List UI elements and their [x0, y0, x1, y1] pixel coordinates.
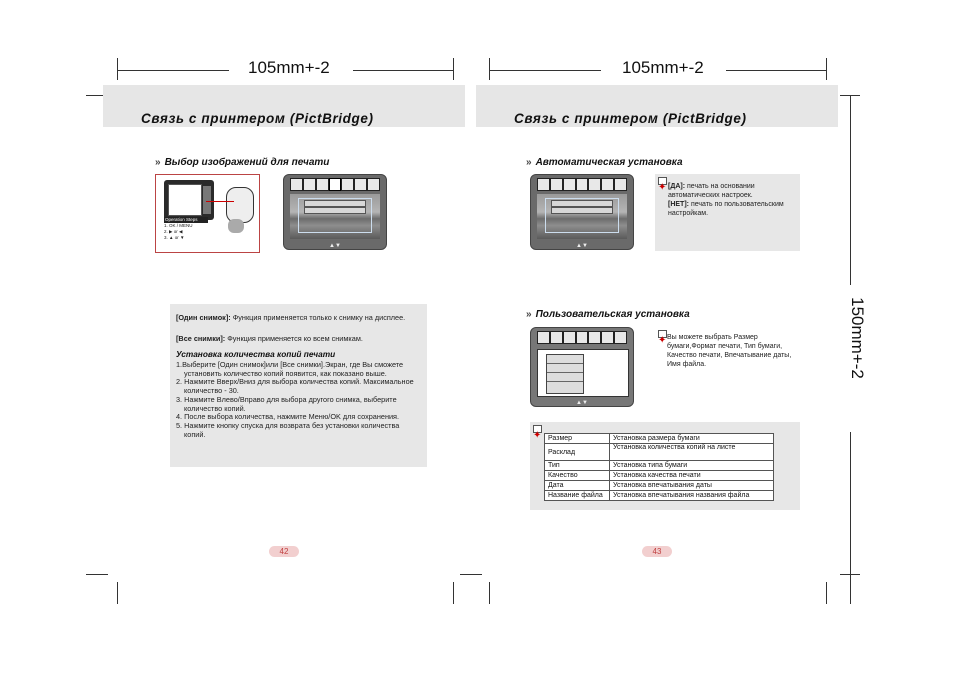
print-icon [550, 331, 563, 344]
crop-mark [850, 432, 851, 604]
menu-icon-row [284, 178, 386, 191]
print-icon [341, 178, 354, 191]
setting-desc: Установка количества копий на листе [610, 444, 774, 461]
section-heading: » Пользовательская установка [526, 309, 690, 320]
screen-nav-arrows: ▲▼ [576, 400, 588, 406]
print-icon [316, 178, 329, 191]
double-chevron-icon: » [526, 157, 532, 168]
info-box [170, 304, 427, 467]
lcd-screen [530, 174, 634, 250]
setting-name: Дата [545, 481, 610, 491]
setting-desc: Установка размера бумаги [610, 434, 774, 444]
setting-name: Расклад [545, 444, 610, 461]
print-icon [601, 178, 614, 191]
crop-mark [117, 582, 118, 604]
operation-steps-header: Operation Steps [164, 217, 208, 223]
hand-icon [228, 219, 244, 233]
star-icon: ✦ [533, 430, 542, 441]
print-icon [576, 331, 589, 344]
step-item: 4. После выбора количества, нажмите Меню/OK для сохранения. [176, 412, 400, 422]
print-icon [588, 178, 601, 191]
menu-row [547, 355, 583, 364]
menu-icon-row [531, 178, 633, 191]
title-band [103, 85, 465, 127]
operation-step: 1. OK / MENU [164, 223, 193, 228]
menu-icon-row [531, 331, 633, 344]
menu-panel [537, 349, 629, 397]
note-box [655, 174, 800, 251]
print-icon [563, 331, 576, 344]
setting-name: Качество [545, 471, 610, 481]
page-number: 43 [642, 546, 672, 557]
print-icon [290, 178, 303, 191]
width-dimension-label: 105mm+-2 [248, 58, 330, 77]
camera-lcd [168, 184, 202, 216]
crop-mark [117, 58, 118, 80]
crop-mark [489, 582, 490, 604]
print-icon [367, 178, 380, 191]
auto-note-text: [ДА]: печать на основании автоматических настроек. [НЕТ]: печать по пользовательским настройкам. [668, 183, 784, 217]
crop-mark [453, 58, 454, 80]
crop-mark [826, 58, 827, 80]
table-row [545, 444, 774, 461]
crop-mark [86, 574, 108, 575]
setting-desc: Установка впечатывания даты [610, 481, 774, 491]
settings-table [544, 433, 774, 501]
screen-nav-arrows: ▲▼ [576, 243, 588, 249]
dimension-line [353, 70, 453, 71]
double-chevron-icon: » [526, 309, 532, 320]
all-shots-description: [Все снимки]: Функция применяется ко всем снимкам. [176, 334, 363, 343]
menu-row [547, 382, 583, 390]
crop-mark [460, 574, 482, 575]
one-shot-description: [Один снимок]: Функция применяется только к снимку на дисплее. [176, 313, 406, 322]
setting-name: Размер [545, 434, 610, 444]
menu-bar [304, 200, 366, 207]
menu-list [546, 354, 584, 394]
preview-photo [537, 194, 627, 239]
table-row [545, 471, 774, 481]
table-row [545, 461, 774, 471]
print-icon [614, 331, 627, 344]
lcd-screen [283, 174, 387, 250]
menu-bar [304, 207, 366, 214]
screen-nav-arrows: ▲▼ [329, 243, 341, 249]
page-number: 42 [269, 546, 299, 557]
crop-mark [850, 95, 851, 285]
print-icon [303, 178, 316, 191]
table-row [545, 481, 774, 491]
print-icon [588, 331, 601, 344]
dpad-zoom-icon [226, 187, 254, 223]
star-icon: ✦ [658, 335, 667, 346]
star-icon: ✦ [658, 182, 667, 193]
dimension-line [726, 70, 826, 71]
double-chevron-icon: » [155, 157, 161, 168]
setting-desc: Установка впечатывания названия файла [610, 491, 774, 501]
crop-mark [489, 58, 490, 80]
print-icon [550, 178, 563, 191]
menu-row [547, 364, 583, 373]
settings-box [530, 422, 800, 510]
setting-desc: Установка типа бумаги [610, 461, 774, 471]
settings-screen [530, 327, 634, 407]
operation-step: 2. ▶ or ◀ [164, 229, 183, 234]
print-icon [601, 331, 614, 344]
operation-step: 3. ▲ or ▼ [164, 235, 185, 240]
step-item: 1.Выберите [Один снимок]или [Все снимки].Экран, где Вы сможете установить количество копий появится, как показано выше. [176, 360, 404, 378]
page-title: Связь с принтером (PictBridge) [141, 111, 374, 126]
width-dimension-label: 105mm+-2 [622, 58, 704, 77]
menu-bar [551, 207, 613, 214]
table-row [545, 491, 774, 501]
step-item: 3. Нажмите Влево/Вправо для выбора другого снимка, выберите количество копий. [176, 394, 397, 413]
setting-name: Тип [545, 461, 610, 471]
section-heading: » Выбор изображений для печати [155, 157, 330, 168]
menu-bar [551, 200, 613, 207]
camera-buttons [203, 186, 211, 214]
print-icon [537, 331, 550, 344]
crop-mark [840, 574, 860, 575]
custom-note-text: Вы можете выбрать Размер бумаги,Формат печати, Тип бумаги, Качество печати, Впечатывание даты, Имя файла. [667, 334, 792, 368]
print-icon [354, 178, 367, 191]
menu-row [547, 373, 583, 382]
crop-mark [826, 582, 827, 604]
print-icon [329, 178, 342, 191]
setting-name: Название файла [545, 491, 610, 501]
step-item: 2. Нажмите Вверх/Вниз для выбора количества копий. Максимальное количество - 30. [176, 377, 414, 396]
dimension-line [489, 70, 601, 71]
operation-steps [164, 217, 208, 247]
camera-illustration [155, 174, 260, 253]
custom-note [655, 327, 800, 399]
print-icon [576, 178, 589, 191]
height-dimension-label: 150mm+-2 [848, 297, 867, 379]
copies-heading: Установка количества копий печати [176, 349, 336, 359]
setting-desc: Установка качества печати [610, 471, 774, 481]
section-heading: » Автоматическая установка [526, 157, 683, 168]
print-icon [563, 178, 576, 191]
print-icon [537, 178, 550, 191]
camera-body [164, 180, 214, 220]
preview-photo [290, 194, 380, 239]
crop-mark [453, 582, 454, 604]
table-row [545, 434, 774, 444]
print-icon [614, 178, 627, 191]
copies-steps [176, 361, 422, 439]
step-item: 5. Нажмите кнопку спуска для возврата без установки количества копий. [176, 420, 400, 439]
page-title: Связь с принтером (PictBridge) [514, 111, 747, 126]
pointer-line [206, 201, 234, 202]
title-band [476, 85, 838, 127]
dimension-line [117, 70, 229, 71]
